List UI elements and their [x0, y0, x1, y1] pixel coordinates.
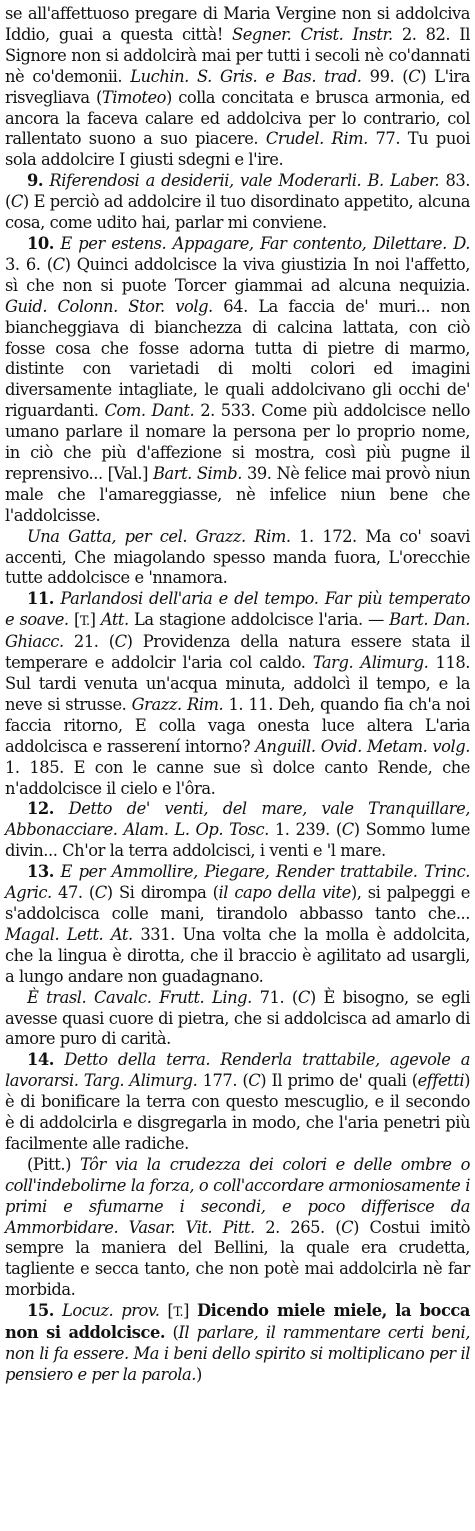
entry-italic-text: Com. Dant.	[104, 401, 195, 421]
entry-italic-text: Luchin. S. Gris. e Bas. trad.	[130, 66, 362, 86]
entry-bold-text: Dicendo miele miele, la bocca non si addolcisce.	[5, 1301, 470, 1343]
entry-italic-text: effetti	[417, 1071, 465, 1091]
entry-italic-text: C	[52, 254, 65, 274]
entry-text: 71. (	[251, 987, 298, 1007]
entry-text: 1. 11. Deh, quando fia ch'a noi faccia ritorno, E colla vaga onesta luce altera L'aria addolcisca e rasserení intorno?	[5, 694, 471, 756]
entry-italic-text: C	[297, 987, 310, 1007]
entry-italic-text: E per Ammollire, Piegare, Render trattabile. Trinc. Agric.	[5, 862, 470, 903]
entry-text: 1. 172. Ma co' soavi accenti, Che miagolando spesso manda fuora, L'orecchie tutte addolcisce e 'nnamora.	[5, 526, 470, 588]
entry-text: ]	[183, 1301, 197, 1321]
entry-italic-text: Bart. Simb.	[152, 463, 242, 483]
entry-italic-text: Il parlare, il rammentare certi beni, non li fa essere. Ma i beni dello spirito si moltiplicano per il pensiero e per la parola.	[5, 1323, 470, 1384]
entry-paragraph	[5, 171, 470, 234]
entry-text: ) È bisogno, se egli avesse quasi cuore di pietra, che si addolcisca ad amarlo di amore puro di carità.	[5, 987, 470, 1049]
entry-text: 83. (	[5, 171, 470, 212]
entry-paragraph	[5, 589, 470, 799]
entry-italic-text: Tôr via la crudezza dei colori e delle ombre o coll'indebolirne la forza, o coll'accordare armoniosamente i primi e sfumarne i secondi, e poco differisce da Ammorbidare. Vasar. Vit. Pitt.	[5, 1154, 471, 1237]
entry-text: se all'affettuoso pregare di Maria Vergine non si addolciva Iddio, guai a questa città!	[5, 4, 470, 44]
entry-paragraph	[5, 1301, 470, 1386]
entry-italic-text: Una Gatta, per cel. Grazz. Rim.	[27, 526, 291, 546]
entry-text: ), si palpeggi e s'addolcisca colle mani, tirandolo abbasso tanto che...	[5, 883, 470, 923]
entry-bold-text: 15.	[27, 1301, 54, 1321]
entry-italic-text: C	[94, 883, 107, 903]
entry-paragraph	[5, 862, 470, 987]
entry-paragraph	[5, 527, 470, 590]
entry-italic-text: Segner. Crist. Instr.	[232, 24, 393, 44]
entry-text: ) L'ira risvegliava (	[5, 66, 470, 107]
entry-text: 1. 185. E con le canne sue sì dolce canto Rende, che n'addolcisce il cielo e l'ôra.	[5, 757, 470, 798]
entry-text: La stagione addolcisce l'aria. —	[128, 610, 390, 630]
entry-paragraph	[5, 988, 470, 1051]
entry-text: ) Si dirompa (	[106, 883, 219, 903]
entry-italic-text: Anguill. Ovid. Metam. volg.	[255, 736, 470, 756]
entry-italic-text: Targ. Alimurg.	[312, 653, 429, 673]
entry-text: (	[165, 1323, 179, 1343]
entry-paragraph	[5, 234, 470, 527]
entry-italic-text: Crudel. Rim.	[265, 129, 368, 149]
entry-italic-text: C	[341, 1217, 354, 1237]
entry-italic-text: È trasl. Cavalc. Frutt. Ling.	[27, 987, 252, 1007]
entry-italic-text: Guid. Colonn. Stor. volg.	[5, 296, 213, 316]
entry-text: 3. 6. (	[5, 254, 53, 274]
entry-italic-text: Parlandosi dell'aria e del tempo. Far più temperato e soave.	[5, 589, 470, 630]
entry-text: ) Quinci addolcisce la viva giustizia In noi l'affetto, sì che non si puote Torcer giammai ad alcuna nequizia.	[5, 254, 470, 295]
entry-text: [	[159, 1301, 174, 1321]
entry-italic-text: C	[248, 1071, 261, 1091]
entry-bold-text: 10.	[27, 233, 54, 253]
entry-text: 2. 265. (	[254, 1217, 342, 1237]
entry-italic-text: Detto della terra. Renderla trattabile, agevole a lavorarsi. Targ. Alimurg.	[5, 1050, 470, 1091]
entry-paragraph	[5, 1155, 470, 1301]
entry-italic-text: C	[10, 192, 23, 212]
entry-text: 21. (	[63, 632, 115, 652]
entry-text: 77. Tu puoi sola addolcire I giusti sdegni e l'ire.	[5, 129, 470, 170]
entry-text: 177. (	[197, 1071, 249, 1091]
entry-bold-text: 13.	[27, 862, 54, 882]
entry-paragraph	[5, 4, 470, 171]
entry-text: 64. La faccia de' muri... non biancheggiava di bianchezza di calcina lattata, con ciò fosse cosa che fosse adorna tutta di pietre di marmo, distinte con varietadi di molti colori ed imagini diversamente intagliate, le quali addolcivano gli occhi de' riguardanti.	[5, 296, 470, 421]
entry-text: ) colla concitata e brusca armonia, ed ancora la faceva calare ed addolciva per lo contrario, col rallentato suono a suo piacere.	[5, 87, 470, 149]
entry-text: 39. Nè felice mai provò niun male che l'amareggiasse, nè infelice niun bene che l'addolcisse.	[5, 463, 470, 525]
entry-italic-text: E per estens. Appagare, Far contento, Dilettare. D.	[53, 233, 470, 253]
entry-text: 118. Sul tardi venuta un'acqua minuta, addolcì il tempo, e la neve si strusse.	[5, 653, 470, 714]
entry-text: 1. 239. (	[268, 820, 342, 840]
entry-text: 2. 82. Il Signore non si addolcirà mai per tutti i secoli nè co'dannati nè co'demonii.	[5, 24, 471, 86]
entry-italic-text: Bart. Dan. Ghiacc.	[5, 610, 470, 652]
entry-italic-text: Magal. Lett. At.	[5, 924, 133, 944]
entry-text: 99. (	[361, 66, 409, 86]
entry-bold-text: 9.	[27, 171, 44, 191]
entry-paragraph	[5, 799, 470, 862]
entry-text: ) E perciò ad addolcire il tuo disordinato appetito, alcuna cosa, come udito hai, parlar mi conviene.	[5, 192, 470, 233]
entry-text: ) Il primo de' quali (	[260, 1071, 418, 1091]
entry-italic-text: Timoteo	[101, 87, 167, 107]
entry-text: )	[195, 1364, 202, 1384]
entry-text: [	[68, 610, 80, 630]
entry-italic-text: Grazz. Rim.	[131, 694, 224, 714]
entry-italic-text: Riferendosi a desiderii, vale Moderarli. B. Laber.	[43, 171, 440, 191]
entry-text: T.	[173, 1304, 184, 1320]
entry-italic-text: il capo della vite	[218, 883, 351, 903]
entry-text: ) Providenza della natura essere stata il temperare e addolcir l'aria col caldo.	[5, 632, 470, 673]
entry-paragraph	[5, 1050, 470, 1155]
entry-italic-text: C	[341, 820, 354, 840]
entry-italic-text: C	[408, 66, 421, 86]
entry-bold-text: 11.	[27, 589, 54, 609]
entry-italic-text: Locuz. prov.	[53, 1301, 160, 1321]
entry-italic-text: Att.	[100, 610, 129, 630]
entry-bold-text: 12.	[27, 799, 54, 819]
entry-text: ]	[89, 610, 101, 630]
entry-text: ) è di bonificare la terra con questo mescuglio, e il secondo è di addolcirla e disgregarla in modo, che l'aria penetri più facilmente alle radiche.	[5, 1071, 470, 1153]
entry-text: ) Sommo lume divin... Ch'or la terra addolcisci, i venti e 'l mare.	[5, 820, 470, 861]
entry-text: 47. (	[51, 883, 95, 903]
entry-italic-text: Detto de' venti, del mare, vale Tranquillare, Abbonacciare. Alam. L. Op. Tosc.	[5, 799, 470, 840]
entry-text: T.	[79, 613, 90, 629]
entry-bold-text: 14.	[27, 1050, 54, 1070]
entry-text: (Pitt.)	[27, 1154, 81, 1174]
entry-text: 2. 533. Come più addolcisce nello umano parlare il nomare la persona per lo proprio nome, in ciò che più d'affezione si mostra, così più pugne il reprensivo... [Val.]	[5, 401, 470, 483]
entry-italic-text: C	[114, 632, 127, 652]
dictionary-entries	[5, 4, 470, 1386]
entry-text: ) Costui imitò sempre la maniera del Bellini, la quale era crudetta, tagliente e secca tanto, che non potè mai addolcirla nè far morbida.	[5, 1217, 471, 1300]
entry-text: 331. Una volta che la molla è addolcita, che la lingua è dirotta, che il braccio è agilitato ad usargli, a lungo andare non guadagnano.	[5, 924, 470, 986]
